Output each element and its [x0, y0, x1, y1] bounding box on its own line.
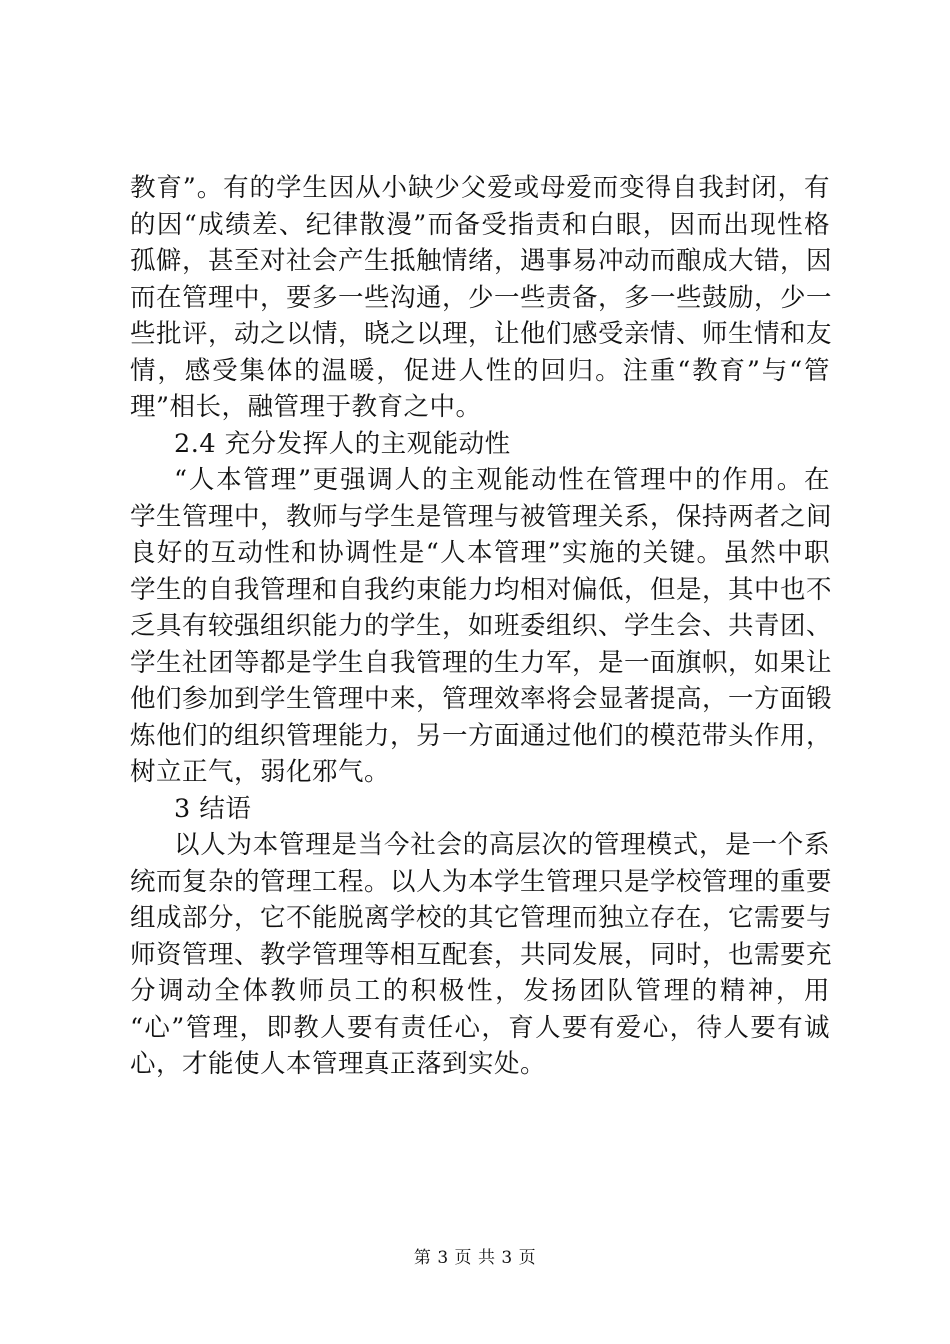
page-number-footer: 第 3 页 共 3 页 — [413, 1248, 537, 1268]
paragraph-conclusion — [130, 827, 833, 1083]
text-line: 心，才能使人本管理真正落到实处。 — [130, 1049, 547, 1079]
paragraph-student-care — [130, 170, 833, 426]
text-line: 乏具有较强组织能力的学生，如班委组织、学生会、共青团、 — [130, 611, 833, 641]
section-heading-3: 3 结语 — [174, 793, 252, 824]
text-line: “心”管理，即教人要有责任心，育人要有爱心，待人要有诚 — [130, 1012, 830, 1043]
text-line: 良好的互动性和协调性是“人本管理”实施的关键。虽然中职 — [130, 538, 830, 568]
section-heading-2-4: 2.4 充分发挥人的主观能动性 — [174, 428, 511, 459]
paragraph-initiative — [130, 462, 833, 791]
text-line: 分调动全体教师员工的积极性，发扬团队管理的精神，用 — [130, 976, 830, 1006]
text-line: 学生的自我管理和自我约束能力均相对偏低，但是，其中也不 — [130, 574, 833, 605]
text-line: 统而复杂的管理工程。以人为本学生管理只是学校管理的重要 — [130, 866, 833, 897]
text-line: 情，感受集体的温暖，促进人性的回归。注重“教育”与“管 — [130, 355, 830, 386]
document-body — [130, 170, 833, 1083]
text-line: 些批评，动之以情，晓之以理，让他们感受亲情、师生情和友 — [130, 319, 833, 349]
text-line: 他们参加到学生管理中来，管理效率将会显著提高，一方面锻 — [130, 684, 833, 714]
text-line: 学生社团等都是学生自我管理的生力军，是一面旗帜，如果让 — [130, 647, 833, 678]
text-line: 师资管理、教学管理等相互配套，共同发展，同时，也需要充 — [130, 939, 833, 970]
text-line: 的因“成绩差、纪律散漫”而备受指责和白眼，因而出现性格 — [130, 209, 830, 240]
text-line: 学生管理中，教师与学生是管理与被管理关系，保持两者之间 — [130, 501, 833, 532]
text-line: 孤僻，甚至对社会产生抵触情绪，遇事易冲动而酿成大错，因 — [130, 246, 833, 276]
text-line: 理”相长，融管理于教育之中。 — [130, 392, 482, 422]
text-line: 树立正气，弱化邪气。 — [130, 757, 391, 787]
text-line: 教育”。有的学生因从小缺少父爱或母爱而变得自我封闭，有 — [130, 173, 830, 203]
text-line: 而在管理中，要多一些沟通，少一些责备，多一些鼓励，少一 — [130, 282, 833, 313]
text-line: 以人为本管理是当今社会的高层次的管理模式，是一个系 — [174, 830, 830, 860]
text-line: “人本管理”更强调人的主观能动性在管理中的作用。在 — [174, 465, 830, 495]
text-line: 组成部分，它不能脱离学校的其它管理而独立存在，它需要与 — [130, 903, 833, 933]
text-line: 炼他们的组织管理能力，另一方面通过他们的模范带头作用， — [130, 720, 833, 751]
